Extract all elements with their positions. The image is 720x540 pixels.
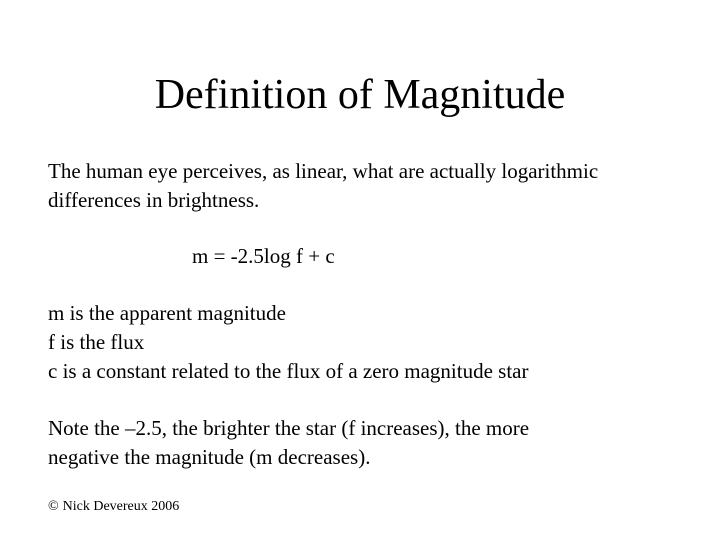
note-line-1: Note the –2.5, the brighter the star (f increases), the more [48,416,530,440]
magnitude-formula: m = -2.5log f + c [192,244,335,268]
intro-line-1: The human eye perceives, as linear, what are actually logarithmic [48,159,599,183]
intro-line-2: differences in brightness. [48,188,260,212]
definition-c: c is a constant related to the flux of a zero magnitude star [48,359,529,383]
definition-f: f is the flux [48,330,145,354]
copyright-text: Nick Devereux 2006 [62,499,180,514]
definition-m: m is the apparent magnitude [48,301,286,325]
copyright-footer [48,498,179,516]
slide-title: Definition of Magnitude [154,72,566,118]
definitions-list [48,299,529,386]
note-paragraph [48,414,529,472]
copyright-icon: © [48,499,59,514]
note-line-2: negative the magnitude (m decreases). [48,445,371,469]
intro-paragraph [48,157,598,215]
